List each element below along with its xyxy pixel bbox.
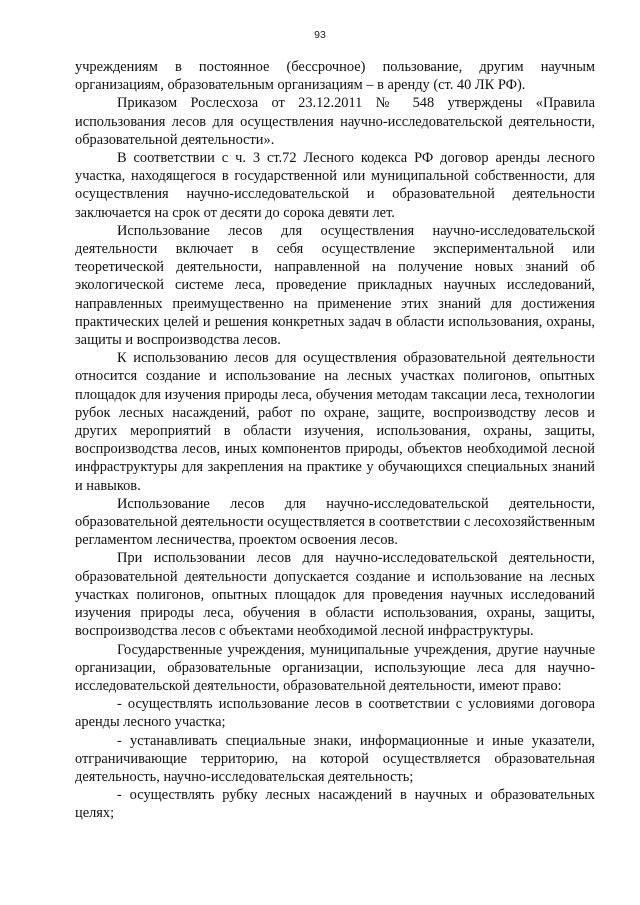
list-item: - осуществлять рубку лесных насаждений в научных и образовательных целях;: [75, 787, 595, 822]
paragraph: Использование лесов для научно-исследовательской деятельности, образовательной деятельности осуществляется в соответствии с лесохозяйственным регламентом лесничества, проектом освоения лесов.: [75, 495, 595, 549]
paragraph: При использовании лесов для научно-исследовательской деятельности, образовательной деятельности допускается создание и использование на лесных участках полигонов, опытных площадок для проведения научных исследований изучения природы леса, обучения в области использования, охраны, защиты, воспроизводства лесов с объектами необходимой лесной инфраструктуры.: [75, 550, 595, 640]
list-item: - устанавливать специальные знаки, информационные и иные указатели, отграничивающие территорию, на которой осуществляется образовательная деятельность, научно-исследовательская деятельность;: [75, 732, 595, 785]
paragraph: Государственные учреждения, муниципальные учреждения, другие научные организации, образовательные организации, использующие леса для научно-исследовательской деятельности, образовательной деятельности, имеют право:: [75, 641, 595, 694]
document-body: [75, 58, 595, 823]
paragraph: Приказом Рослесхоза от 23.12.2011 № 548 утверждены «Правила использования лесов для осуществления научно-исследовательской деятельности, образовательной деятельности».: [75, 95, 595, 148]
page-number: 93: [314, 29, 326, 41]
paragraph: К использованию лесов для осуществления образовательной деятельности относится создание и использование на лесных участках полигонов, опытных площадок для изучения природы леса, обучения методам таксации леса, технологии рубок лесных насаждений, работ по охране, защите, воспроизводству лесов и других мероприятий в области изучения, использования, охраны, защиты, воспроизводства лесов, иных компонентов природы, объектов необходимой лесной инфраструктуры для закрепления на практике у обучающихся специальных знаний и навыков.: [75, 350, 595, 494]
paragraph: учреждениям в постоянное (бессрочное) пользование, другим научным организациям, образовательным организациям – в аренду (ст. 40 ЛК РФ).: [75, 59, 595, 94]
paragraph: В соответствии с ч. 3 ст.72 Лесного кодекса РФ договор аренды лесного участка, находящегося в государственной или муниципальной собственности, для осуществления научно-исследовательской и образовательной деятельности заключается на срок от десяти до сорока девяти лет.: [75, 150, 595, 221]
list-item: - осуществлять использование лесов в соответствии с условиями договора аренды лесного участка;: [75, 696, 595, 731]
paragraph: Использование лесов для осуществления научно-исследовательской деятельности включает в себя осуществление экспериментальной или теоретической деятельности, направленной на получение новых знаний об экологической системе леса, проведение прикладных научных исследований, направленных преимущественно на применение этих знаний для достижения практических целей и решения конкретных задач в области использования, охраны, защиты и воспроизводства лесов.: [75, 222, 595, 349]
